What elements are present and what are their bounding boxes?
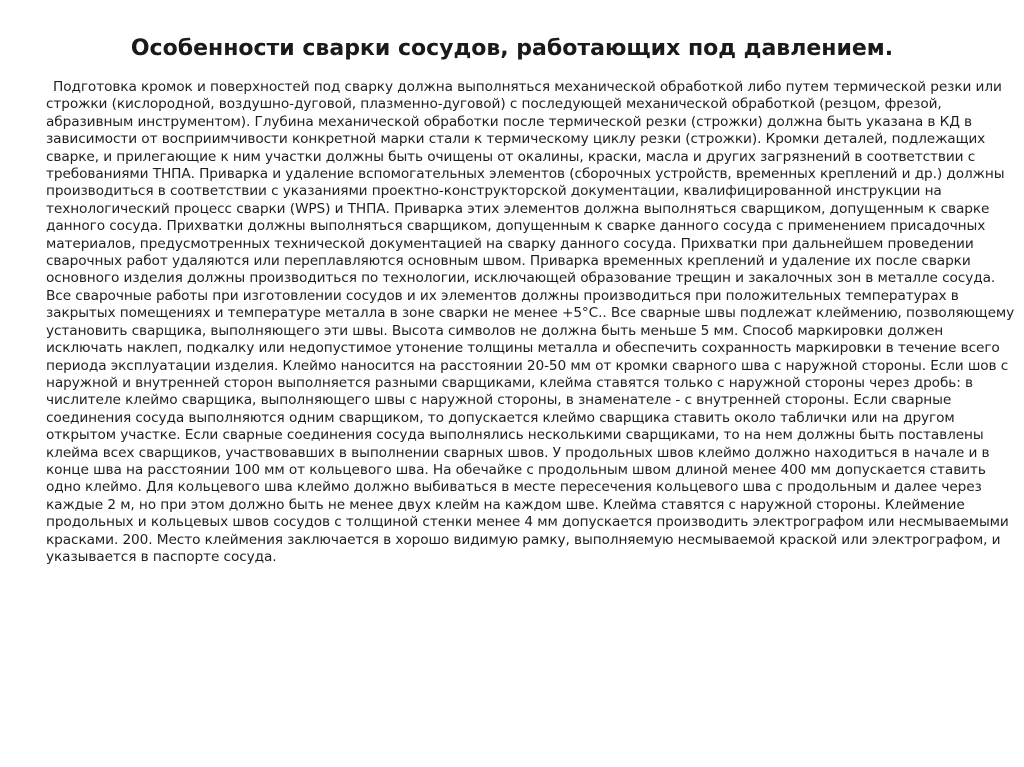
page-title: Особенности сварки сосудов, работающих под давлением. [130,36,894,61]
body-paragraph: Подготовка кромок и поверхностей под сварку должна выполняться механической обработкой либо путем термической резки или строжки (кислородной, воздушно-дуговой, плазменно-дуговой) с последующей механической обработкой (резцом, фрезой, абразивным инструментом). Глубина механической обработки после термической резки (строжки) должна быть указана в КД в зависимости от восприимчивости конкретной марки стали к термическому циклу резки (строжки). Кромки деталей, подлежащих сварке, и прилегающие к ним участки должны быть очищены от окалины, краски, масла и других загрязнений в соответствии с требованиями ТНПА. Приварка и удаление вспомогательных элементов (сборочных устройств, временных креплений и др.) должны производиться в соответствии с указаниями проектно-конструкторской документации, квалифицированной инструкции на технологический процесс сварки (WPS) и ТНПА. Приварка этих элементов должна выполняться сварщиком, допущенным к сварке данного сосуда. Прихватки должны выполняться сварщиком, допущенным к сварке данного сосуда с применением присадочных материалов, предусмотренных технической документацией на сварку данного сосуда. Прихватки при дальнейшем проведении сварочных работ удаляются или переплавляются основным швом. Приварка временных креплений и удаление их после сварки основного изделия должны производиться по технологии, исключающей образование трещин и закалочных зон в металле сосуда. Все сварочные работы при изготовлении сосудов и их элементов должны производиться при положительных температурах в закрытых помещениях и температуре металла в зоне сварки не менее +5°С.. Все сварные швы подлежат клеймению, позволяющему установить сварщика, выполняющего эти швы. Высота символов не должна быть меньше 5 мм. Способ маркировки должен исключать наклеп, подкалку или недопустимое утонение толщины металла и обеспечить сохранность маркировки в течение всего периода эксплуатации изделия. Клеймо наносится на расстоянии 20-50 мм от кромки сварного шва с наружной стороны. Если шов с наружной и внутренней сторон выполняется разными сварщиками, клейма ставятся только с наружной стороны через дробь: в числителе клеймо сварщика, выполняющего швы с наружной стороны, в знаменателе - с внутренней стороны. Если сварные соединения сосуда выполняются одним сварщиком, то допускается клеймо сварщика ставить около таблички или на другом открытом участке. Если сварные соединения сосуда выполнялись несколькими сварщиками, то на нем должны быть поставлены клейма всех сварщиков, участвовавших в выполнении сварных швов. У продольных швов клеймо должно находиться в начале и в конце шва на расстоянии 100 мм от кольцевого шва. На обечайке с продольным швом длиной менее 400 мм допускается ставить одно клеймо. Для кольцевого шва клеймо должно выбиваться в месте пересечения кольцевого шва с продольным и далее через каждые 2 м, но при этом должно быть не менее двух клейм на каждом шве. Клейма ставятся с наружной стороны. Клеймение продольных и кольцевых швов сосудов с толщиной стенки менее 4 мм допускается производить электрографом или несмываемыми красками. 200. Место клеймения заключается в хорошо видимую рамку, выполняемую несмываемой краской или электрографом, и указывается в паспорте сосуда. [46,79,1015,565]
